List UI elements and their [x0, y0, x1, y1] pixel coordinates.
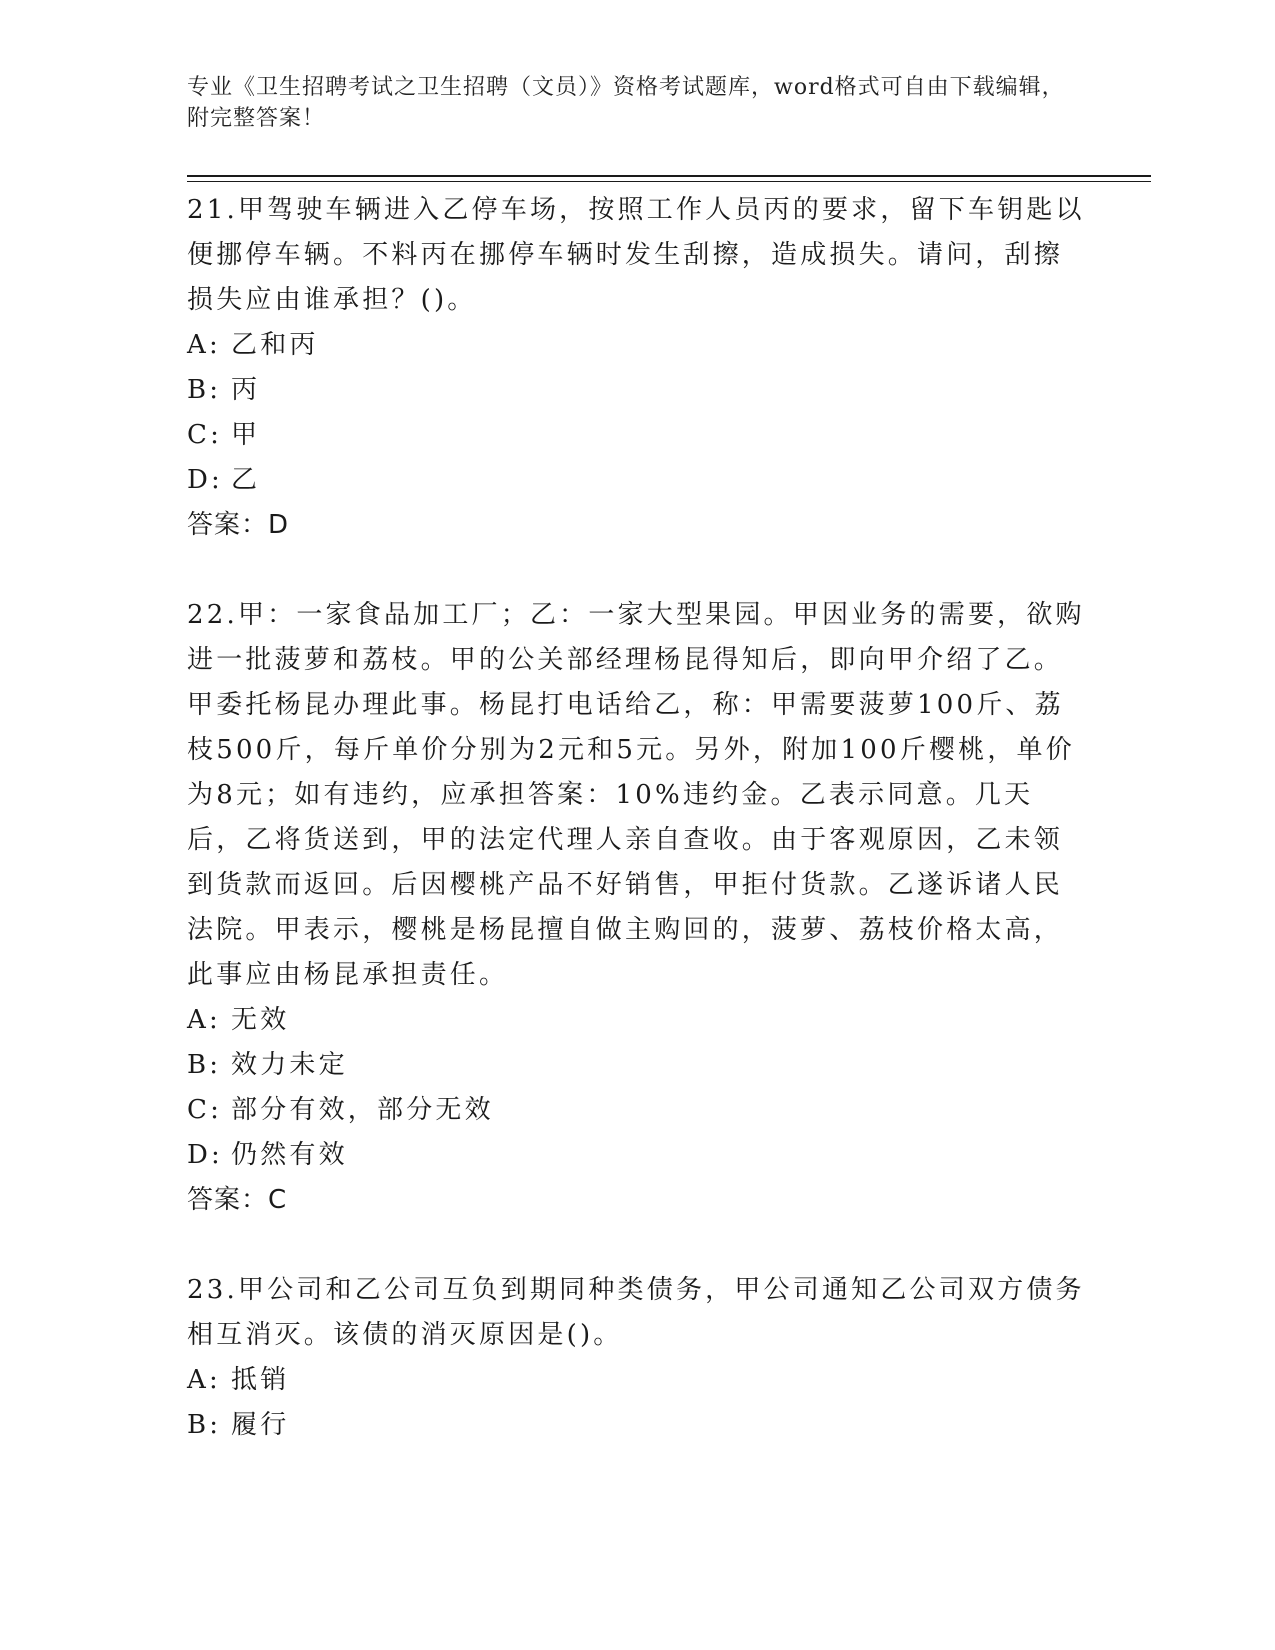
option-letter: B:: [187, 1050, 222, 1080]
option-letter: A:: [187, 1005, 221, 1035]
question-stem: 22.甲：一家食品加工厂；乙：一家大型果园。甲因业务的需要，欲购进一批菠萝和荔枝。甲的公关部经理杨昆得知后，即向甲介绍了乙。甲委托杨昆办理此事。杨昆打电话给乙，称：甲需要菠萝100斤、荔枝500斤，每斤单价分别为2元和5元。另外，附加100斤樱桃，单价为8元；如有违约，应承担答案：10%违约金。乙表示同意。几天后，乙将货送到，甲的法定代理人亲自查收。由于客观原因，乙未领到货款而返回。后因樱桃产品不好销售，甲拒付货款。乙遂诉诸人民法院。甲表示，樱桃是杨昆擅自做主购回的，菠萝、荔枝价格太高，此事应由杨昆承担责任。: [187, 600, 1085, 990]
option-c: [187, 413, 1087, 458]
option-text: 甲: [231, 420, 261, 450]
question-spacer: [187, 548, 1087, 593]
option-letter: C:: [187, 420, 223, 450]
question-stem: 21.甲驾驶车辆进入乙停车场，按照工作人员丙的要求，留下车钥匙以便挪停车辆。不料丙在挪停车辆时发生刮擦，造成损失。请问，刮擦损失应由谁承担？()。: [187, 195, 1085, 315]
question-list: [187, 188, 1087, 1448]
option-text: 效力未定: [231, 1050, 348, 1080]
header-rule-thin: [187, 181, 1151, 182]
option-text: 履行: [231, 1410, 290, 1440]
option-letter: B:: [187, 1410, 222, 1440]
option-letter: A:: [187, 1365, 221, 1395]
question-22: [187, 593, 1087, 1223]
option-b: [187, 1043, 1087, 1088]
option-text: 抵销: [231, 1365, 290, 1395]
option-text: 无效: [231, 1005, 290, 1035]
option-c: [187, 1088, 1087, 1133]
option-a: [187, 998, 1087, 1043]
document-header: 专业《卫生招聘考试之卫生招聘（文员）》资格考试题库，word格式可自由下载编辑，附完整答案！: [187, 75, 1065, 131]
option-text: 部分有效，部分无效: [231, 1095, 494, 1125]
answer-line: 答案：D: [187, 510, 290, 540]
question-21: [187, 188, 1087, 548]
option-letter: A:: [187, 330, 221, 360]
option-letter: B:: [187, 375, 222, 405]
option-text: 仍然有效: [231, 1140, 348, 1170]
option-a: [187, 323, 1087, 368]
question-stem: 23.甲公司和乙公司互负到期同种类债务，甲公司通知乙公司双方债务相互消灭。该债的消灭原因是()。: [187, 1275, 1085, 1350]
option-letter: D:: [187, 465, 224, 495]
option-d: [187, 458, 1087, 503]
option-a: [187, 1358, 1087, 1403]
option-b: [187, 1403, 1087, 1448]
option-b: [187, 368, 1087, 413]
option-letter: D:: [187, 1140, 224, 1170]
option-text: 乙: [231, 465, 261, 495]
question-23: [187, 1268, 1087, 1448]
option-text: 乙和丙: [231, 330, 319, 360]
option-text: 丙: [231, 375, 261, 405]
question-spacer: [187, 1223, 1087, 1268]
option-d: [187, 1133, 1087, 1178]
option-letter: C:: [187, 1095, 223, 1125]
header-rule-thick: [187, 175, 1151, 177]
answer-line: 答案：C: [187, 1185, 288, 1215]
